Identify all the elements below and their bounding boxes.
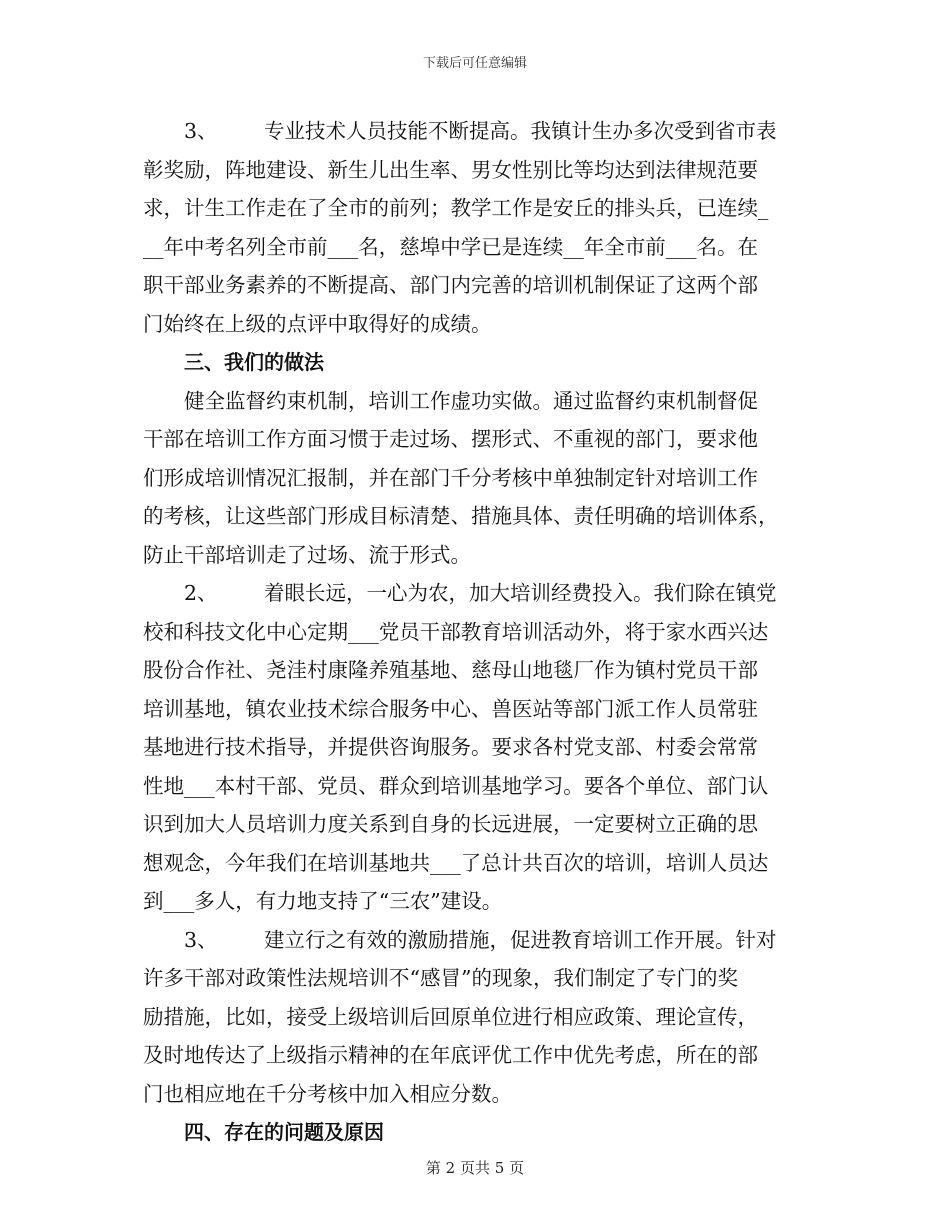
- paragraph-line: 基地进行技术指导，并提供咨询服务。要求各村党支部、村委会常常: [143, 735, 758, 759]
- paragraph-line: 励措施，比如，接受上级培训后回原单位进行相应政策、理论宣传，: [143, 1004, 758, 1029]
- paragraph-line: 干部在培训工作方面习惯于走过场、摆形式、不重视的部门，要求他: [143, 427, 758, 451]
- list-number: 3、: [184, 927, 218, 952]
- paragraph-line: 及时地传达了上级指示精神的在年底评优工作中优先考虑，所在的部: [143, 1043, 758, 1067]
- paragraph-line: 健全监督约束机制，培训工作虚功实做。通过监督约束机制督促: [184, 388, 758, 413]
- paragraph-line: 门始终在上级的点评中取得好的成绩。: [143, 311, 492, 336]
- numbered-paragraph-line: [143, 112, 816, 151]
- paragraph-line: 股份合作社、尧洼村康隆养殖基地、慈母山地毯厂作为镇村党员干部: [143, 658, 758, 682]
- paragraph-line: 求，计生工作走在了全市的前列；教学工作是安丘的排头兵，已连续_: [143, 196, 769, 220]
- paragraph-line: 们形成培训情况汇报制，并在部门千分考核中单独制定针对培训工作: [143, 465, 758, 490]
- numbered-paragraph-line: [143, 921, 816, 960]
- paragraph-line: 的考核，让这些部门形成目标清楚、措施具体、责任明确的培训体系，: [143, 504, 779, 528]
- paragraph-text: 专业技术人员技能不断提高。我镇计生办多次受到省市表: [264, 119, 777, 143]
- numbered-paragraph-line: [143, 574, 816, 613]
- page-footer: 第 2 页共 5 页: [425, 1159, 525, 1177]
- section-heading: 三、我们的做法: [184, 350, 324, 374]
- paragraph-line: 识到加大人员培训力度关系到自身的长远进展，一定要树立正确的思: [143, 812, 758, 836]
- list-number: 3、: [184, 119, 218, 143]
- paragraph-line: 门也相应地在千分考核中加入相应分数。: [143, 1081, 512, 1106]
- paragraph-text: 着眼长远，一心为农，加大培训经费投入。我们除在镇党: [264, 581, 777, 605]
- paragraph-line: 培训基地，镇农业技术综合服务中心、兽医站等部门派工作人员常驻: [143, 696, 758, 721]
- paragraph-line: 到___多人，有力地支持了“三农”建设。: [143, 889, 503, 913]
- list-number: 2、: [184, 581, 218, 605]
- paragraph-line: __年中考名列全市前___名，慈埠中学已是连续__年全市前___名。在: [143, 234, 758, 259]
- paragraph-line: 防止干部培训走了过场、流于形式。: [143, 542, 471, 567]
- paragraph-line: 想观念，今年我们在培训基地共___了总计共百次的培训，培训人员达: [143, 850, 769, 875]
- section-heading: 四、存在的问题及原因: [184, 1120, 384, 1144]
- page-header: 下载后可任意编辑: [422, 56, 527, 71]
- paragraph-line: 许多干部对政策性法规培训不“感冒”的现象，我们制定了专门的奖: [143, 966, 738, 990]
- document-body: [143, 112, 816, 1152]
- paragraph-line: 彰奖励，阵地建设、新生儿出生率、男女性别比等均达到法律规范要: [143, 157, 758, 182]
- paragraph-line: 校和科技文化中心定期___党员干部教育培训活动外，将于家水西兴达: [143, 619, 769, 644]
- paragraph-text: 建立行之有效的激励措施，促进教育培训工作开展。针对: [264, 927, 777, 952]
- paragraph-line: 职干部业务素养的不断提高、部门内完善的培训机制保证了这两个部: [143, 273, 758, 297]
- paragraph-line: 性地___本村干部、党员、群众到培训基地学习。要各个单位、部门认: [143, 773, 769, 798]
